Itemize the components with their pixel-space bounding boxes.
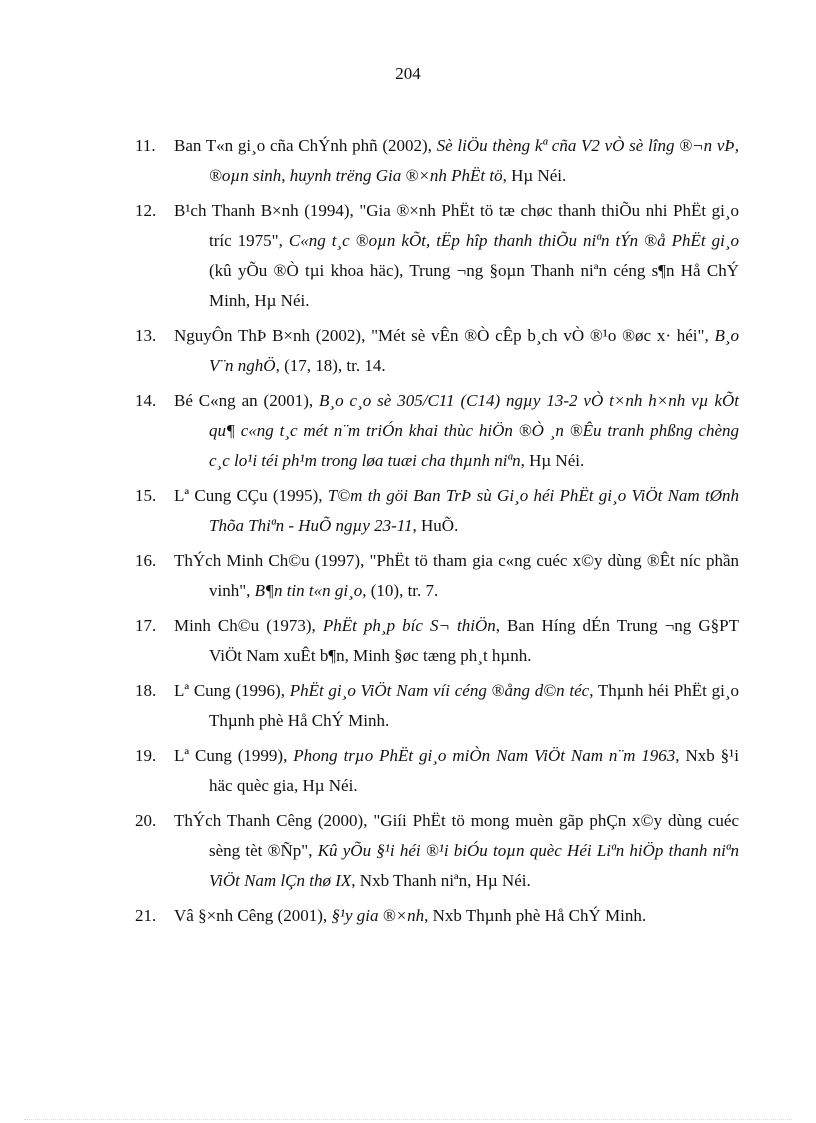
reference-list (135, 131, 739, 936)
reference-text: B¹ch Thanh B×nh (1994), "Gia ®×nh PhËt tö tæ chøc thanh thiÕu nhi PhËt gi¸o tríc 1975", (174, 201, 739, 250)
reference-number: 15. (135, 486, 157, 505)
reference-title: B¸o c¸o sè 305/C11 (C14) ngµy 13-2 vÒ t×nh h×nh vµ kÕt qu¶ c«ng t¸c mét n¨m triÓn khai thùc hiÖn ®Ò ¸n ®Êu tranh phßng chèng c¸c lo¹i téi ph¹m trong løa tuæi cha thµnh niªn (209, 391, 739, 470)
reference-number: 17. (135, 616, 157, 635)
reference-text: Bé C«ng an (2001), (174, 391, 320, 410)
reference-title: B¶n tin t«n gi¸o (254, 581, 363, 600)
reference-text: Lª Cung (1999), (174, 746, 294, 765)
reference-item (135, 196, 739, 316)
page-bottom-rule (24, 1119, 792, 1120)
reference-number: 11. (135, 136, 156, 155)
reference-text: ThÝch Thanh Cêng (2000), "Giíi PhËt tö mong muèn gãp phÇn x©y dùng cuéc sèng tèt ®Ñp", (174, 811, 739, 860)
reference-text: Ban T«n gi¸o cña ChÝnh phñ (2002), (174, 136, 437, 155)
reference-item (135, 611, 739, 671)
reference-title: §¹y gia ®×nh (331, 906, 425, 925)
reference-number: 14. (135, 391, 157, 410)
reference-item (135, 806, 739, 896)
reference-number: 19. (135, 746, 157, 765)
reference-title: T©m th göi Ban TrÞ sù Gi¸o héi PhËt gi¸o ViÖt Nam tØnh Thõa Thiªn - HuÕ ngµy 23-11 (209, 486, 739, 535)
reference-tail: , Nxb Thanh niªn, Hµ Néi. (351, 871, 531, 890)
reference-tail: , Hµ Néi. (502, 166, 567, 185)
reference-tail: , HuÕ. (412, 516, 459, 535)
reference-text: Lª Cung (1996), (174, 681, 290, 700)
reference-title: B¸o V¨n nghÖ (209, 326, 739, 375)
reference-tail: , (17, 18), tr. 14. (275, 356, 386, 375)
reference-title: Sè liÖu thèng kª cña V2 vÒ sè lîng ®¬n vÞ, ®oµn sinh, huynh trëng Gia ®×nh PhËt tö (209, 136, 739, 185)
reference-text: Minh Ch©u (1973), (174, 616, 323, 635)
reference-item (135, 546, 739, 606)
reference-text: Lª Cung CÇu (1995), (174, 486, 328, 505)
reference-tail: , Hµ Néi. (520, 451, 585, 470)
reference-item (135, 481, 739, 541)
reference-number: 21. (135, 906, 157, 925)
reference-title: C«ng t¸c ®oµn kÕt, tËp hîp thanh thiÕu niªn tÝn ®å PhËt gi¸o (288, 231, 739, 250)
reference-title: Phong trµo PhËt gi¸o miÒn Nam ViÖt Nam n¨m 1963 (293, 746, 676, 765)
reference-tail: , (10), tr. 7. (362, 581, 439, 600)
reference-item (135, 676, 739, 736)
reference-number: 13. (135, 326, 157, 345)
reference-title: PhËt ph¸p bíc S¬ thiÖn (322, 616, 496, 635)
reference-tail: , Nxb §¹i häc quèc gia, Hµ Néi. (209, 746, 739, 795)
reference-number: 12. (135, 201, 157, 220)
reference-number: 16. (135, 551, 157, 570)
reference-tail: , Thµnh héi PhËt gi¸o Thµnh phè Hå ChÝ Minh. (209, 681, 739, 730)
reference-title: PhËt gi¸o ViÖt Nam víi céng ®ång d©n téc (289, 681, 590, 700)
reference-item (135, 131, 739, 191)
reference-tail: , Ban Híng dÉn Trung ¬ng G§PT ViÖt Nam xuÊt b¶n, Minh §øc tæng ph¸t hµnh. (209, 616, 739, 665)
page-number: 204 (395, 64, 421, 83)
reference-number: 18. (135, 681, 157, 700)
reference-tail: (kû yÕu ®Ò tµi khoa häc), Trung ¬ng §oµn Thanh niªn céng s¶n Hå ChÝ Minh, Hµ Néi. (209, 261, 739, 310)
reference-title: Kû yÕu §¹i héi ®¹i biÓu toµn quèc Héi Liªn hiÖp thanh niªn ViÖt Nam lÇn thø IX (209, 841, 739, 890)
reference-tail: , Nxb Thµnh phè Hå ChÝ Minh. (424, 906, 647, 925)
reference-item (135, 321, 739, 381)
reference-text: NguyÔn ThÞ B×nh (2002), "Mét sè vÊn ®Ò cÊp b¸ch vÒ ®¹o ®øc x· héi", (174, 326, 715, 345)
reference-item (135, 386, 739, 476)
reference-item (135, 741, 739, 801)
reference-text: Vâ §×nh Cêng (2001), (174, 906, 332, 925)
reference-number: 20. (135, 811, 157, 830)
reference-text: ThÝch Minh Ch©u (1997), "PhËt tö tham gia c«ng cuéc x©y dùng ®Êt níc phần vinh", (174, 551, 739, 600)
reference-item (135, 901, 739, 931)
